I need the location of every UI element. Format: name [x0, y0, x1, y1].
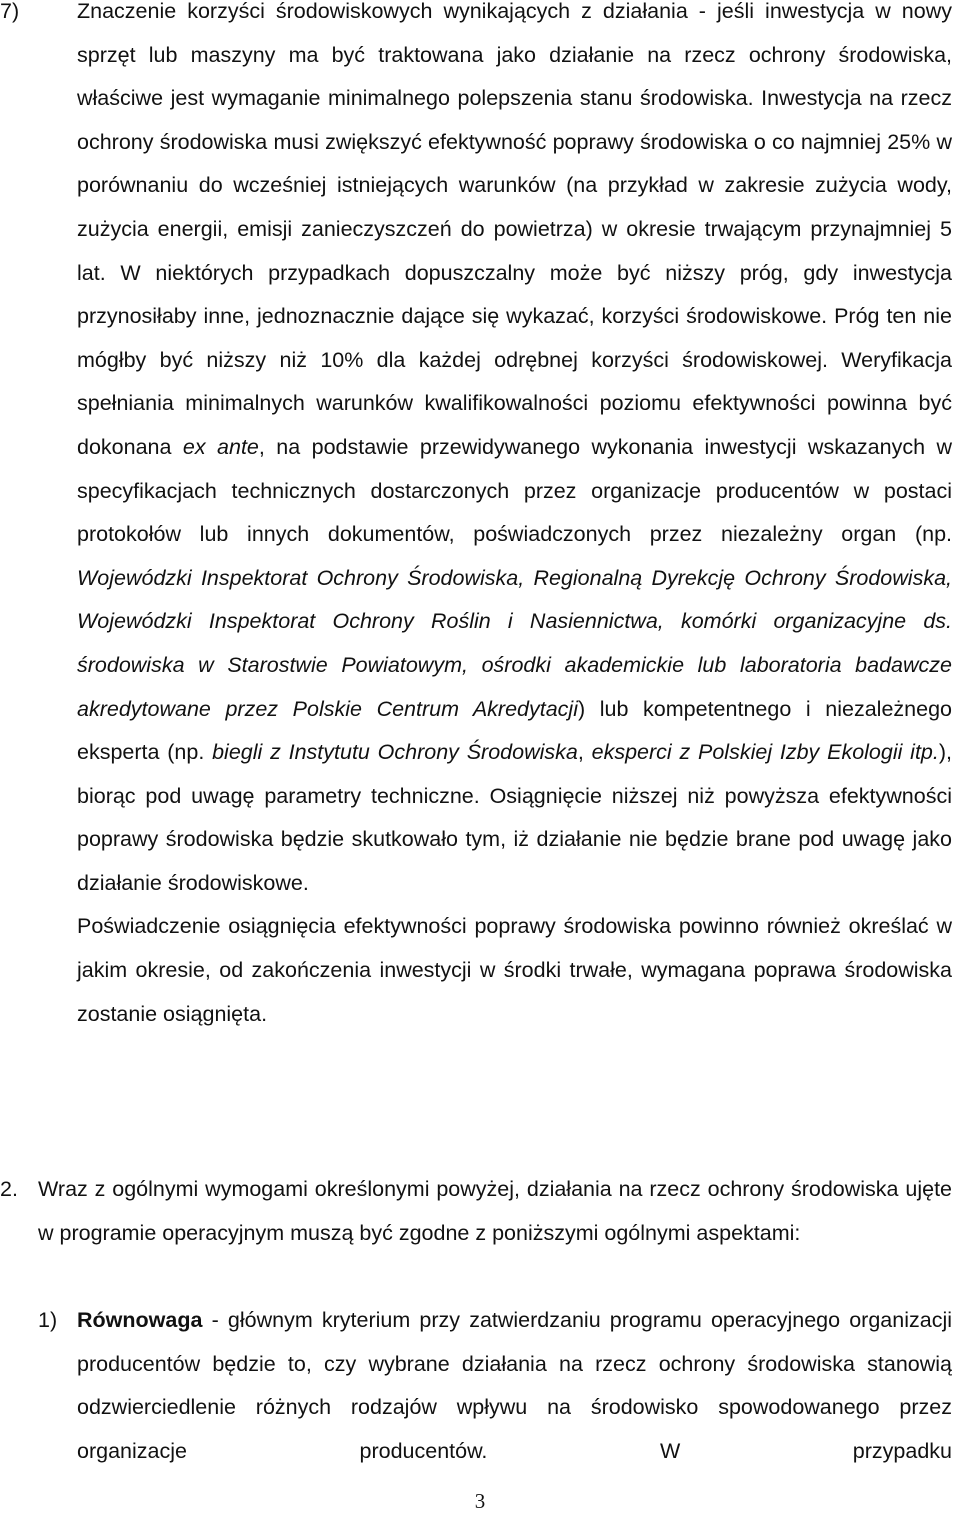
sub-item-1-marker: 1): [38, 1308, 58, 1332]
sub-item-1-paragraph: [77, 1299, 952, 1473]
item-7-text-e: ), biorąc pod uwagę parametry techniczne. Osiągnięcie niższej niż powyższa efektywności poprawy środowiska będzie skutkowało tym, iż działanie nie będzie brane pod uwagę jako działanie środowiskowe.: [77, 740, 952, 895]
item-7-text-a: Znaczenie korzyści środowiskowych wynikających z działania - jeśli inwestycja w nowy sprzęt lub maszyny ma być traktowana jako działanie na rzecz ochrony środowiska, właściwe jest wymaganie minimalnego polepszenia stanu środowiska. Inwestycja na rzecz ochrony środowiska musi zwiększyć efektywność poprawy środowiska o co najmniej 25% w porównaniu do wcześniej istniejących warunków (na przykład w zakresie zużycia wody, zużycia energii, emisji zanieczyszczeń do powietrza) w okresie trwającym przynajmniej 5 lat. W niektórych przypadkach dopuszczalny może być niższy próg, gdy inwestycja przynosiłaby inne, jednoznacznie dające się wykazać, korzyści środowiskowe. Próg ten nie mógłby być niższy niż 10% dla każdej odrębnej korzyści środowiskowej. Weryfikacja spełniania minimalnych warunków kwalifikowalności poziomu efektywności powinna być dokonana: [77, 0, 952, 459]
sub-item-1-text: - głównym kryterium przy zatwierdzaniu programu operacyjnego organizacji producentów będzie to, czy wybrane działania na rzecz ochrony środowiska stanowią odzwierciedlenie różnych rodzajów wpływu na środowisko spowodowanego przez organizacje producentów. W przypadku: [77, 1308, 952, 1463]
balance-heading: Równowaga: [77, 1308, 203, 1332]
item-7-body: [77, 0, 952, 1036]
institutions-list: Wojewódzki Inspektorat Ochrony Środowiska, Regionalną Dyrekcję Ochrony Środowiska, Wojewódzki Inspektorat Ochrony Roślin i Nasiennictwa, komórki organizacyjne ds. środowiska w Starostwie Powiatowym, ośrodki akademickie lub laboratoria badawcze akredytowane przez Polskie Centrum Akredytacji: [77, 565, 952, 721]
item-2-marker: 2.: [0, 1177, 18, 1201]
item-2-paragraph: Wraz z ogólnymi wymogami określonymi powyżej, działania na rzecz ochrony środowiska ujęte w programie operacyjnym muszą być zgodne z poniższymi ogólnymi aspektami:: [38, 1177, 952, 1245]
item-7-text-d: ,: [577, 740, 592, 765]
item-7-paragraph-2: Poświadczenie osiągnięcia efektywności poprawy środowiska powinno również określać w jakim okresie, od zakończenia inwestycji w środki trwałe, wymagana poprawa środowiska zostanie osiągnięta.: [77, 914, 952, 1026]
item-2-body: [38, 1168, 952, 1255]
item-7-text-b: , na podstawie przewidywanego wykonania inwestycji wskazanych w specyfikacjach technicznych dostarczonych przez organizacje producentów w postaci protokołów lub innych dokumentów, poświadczonych przez niezależny organ (np.: [77, 434, 952, 547]
page-number: 3: [474, 1489, 486, 1513]
expert-example-1: biegli z Instytutu Ochrony Środowiska: [212, 740, 578, 765]
expert-example-2: eksperci z Polskiej Izby Ekologii itp.: [591, 740, 939, 765]
item-7-text-c: ) lub kompetentnego i niezależnego eksperta (np.: [77, 696, 952, 765]
ex-ante-term: ex ante: [182, 434, 259, 459]
item-7-marker: 7): [0, 0, 20, 23]
sub-item-1-body: [77, 1299, 952, 1473]
item-7-paragraph-1: [77, 0, 952, 905]
